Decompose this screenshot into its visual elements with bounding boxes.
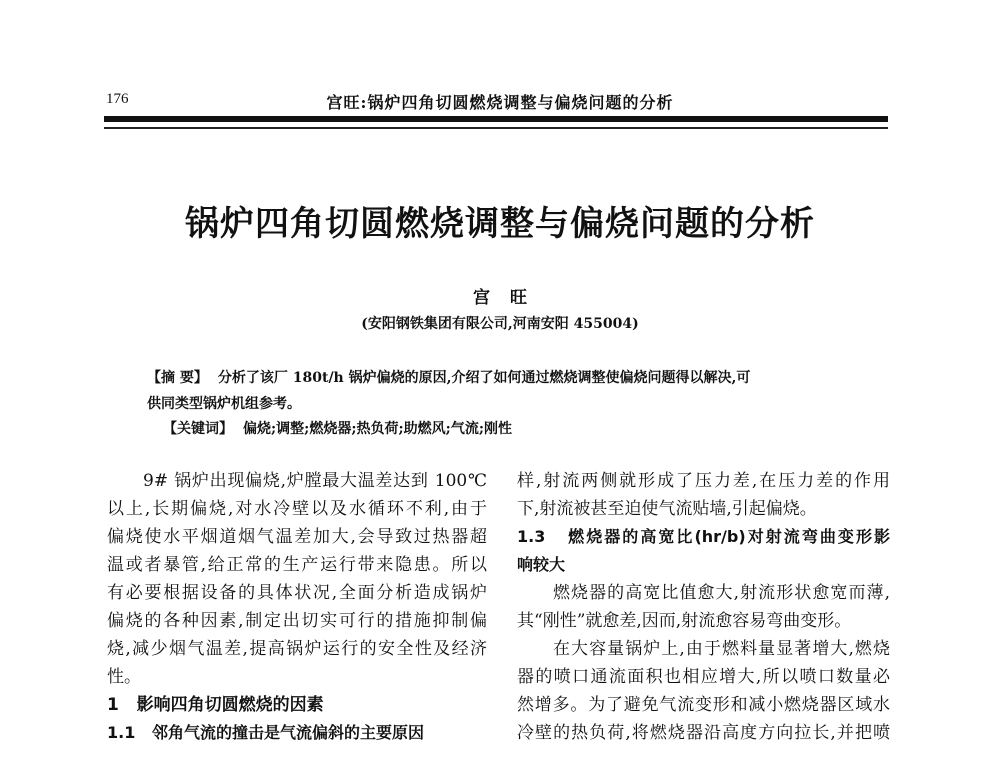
affiliation: (安阳钢铁集团有限公司,河南安阳 455004) [361,316,639,332]
abstract-label: 【摘 要】 [147,370,208,386]
keywords-text: 偏烧;调整;燃烧器;热负荷;助燃风;气流;刚性 [243,421,513,437]
body-line: 以上,长期偏烧,对水冷壁以及水循环不利,由于 [107,499,487,519]
body-line: 样,射流两侧就形成了压力差,在压力差的作用 [517,471,890,491]
body-line: 偏烧的各种因素,制定出切实可行的措施抑制偏 [107,611,487,631]
body-line: 然增多。为了避免气流变形和减小燃烧器区域水 [517,695,890,715]
abstract-text: 分析了该厂 180t/h 锅炉偏烧的原因,介绍了如何通过燃烧调整使偏烧问题得以解决,可 [217,370,751,386]
body-line: 烧,减少烟气温差,提高锅炉运行的安全性及经济 [107,639,487,659]
body-line: 9# 锅炉出现偏烧,炉膛最大温差达到 100℃ [143,471,487,491]
header-rule-thick [104,116,888,122]
section-heading-1-1: 1.1 邻角气流的撞击是气流偏斜的主要原因 [107,723,425,742]
body-line: 燃烧器的高宽比值愈大,射流形状愈宽而薄, [553,583,890,603]
page-number: 176 [106,91,129,107]
body-line: 其“刚性”就愈差,因而,射流愈容易弯曲变形。 [517,611,852,631]
section-heading-1: 1 影响四角切圆燃烧的因素 [107,695,324,715]
abstract-line-2: 供同类型锅炉机组参考。 [147,396,301,412]
left-column [107,467,487,747]
keywords [163,418,863,438]
author: 宫 旺 [473,288,527,308]
running-head: 宫旺:锅炉四角切圆燃烧调整与偏烧问题的分析 [326,93,674,112]
body-line: 性。 [107,667,141,687]
body-line: 冷壁的热负荷,将燃烧器沿高度方向拉长,并把喷 [517,723,890,743]
body-line: 下,射流被甚至迫使气流贴墙,引起偏烧。 [517,499,817,519]
abstract-line-1 [147,367,847,387]
right-column [517,467,890,747]
body-line: 器的喷口通流面积也相应增大,所以喷口数量必 [517,667,890,687]
paper-title: 锅炉四角切圆燃烧调整与偏烧问题的分析 [185,204,815,244]
body-line: 温或者暴管,给正常的生产运行带来隐患。所以 [107,555,487,575]
body-line: 有必要根据设备的具体状况,全面分析造成锅炉 [107,583,487,603]
body-line: 在大容量锅炉上,由于燃料量显著增大,燃烧 [553,639,890,659]
section-heading-1-3: 1.3 燃烧器的高宽比(hr/b)对射流弯曲变形影 [517,527,890,546]
header-rule-thin [104,127,888,129]
section-heading-1-3-cont: 响较大 [517,555,566,574]
body-line: 偏烧使水平烟道烟气温差加大,会导致过热器超 [107,527,487,547]
keywords-label: 【关键词】 [163,421,233,437]
